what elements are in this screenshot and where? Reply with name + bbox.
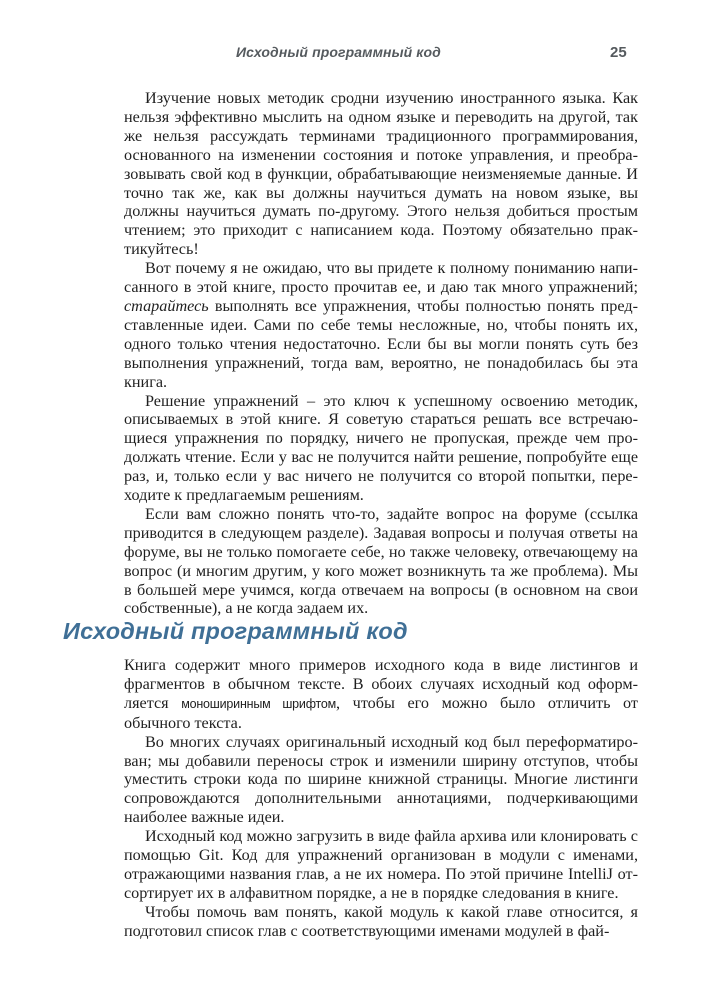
text-run: выполнять все упражнения, чтобы полностью понять представленные идеи. Сами по себе темы несложные, но, чтобы понять их, одного только чтения недостаточно. Если бы вы могли понять суть без выполнения упражнений, тогда вам, вероятно, не понадобилась бы эта книга. (124, 296, 638, 391)
text-run: , чтобы его можно было отличить от обычного текста. (124, 693, 638, 732)
paragraph (124, 259, 638, 391)
running-header (0, 44, 702, 68)
emphasis: старайтесь (124, 296, 209, 315)
text-run: Книга содержит много примеров исходного кода в виде листингов и фрагментов в обычном тексте. В обоих случаях исходный код оформляется (124, 656, 638, 712)
text-run: Вот почему я не ожидаю, что вы придете к полному пониманию написанного в этой книге, просто прочитав ее, и даю так много упражнений; (124, 259, 638, 297)
section-heading: Исходный программный код (63, 618, 408, 644)
paragraph (124, 656, 638, 733)
section-text (124, 656, 638, 941)
paragraph: Во многих случаях оригинальный исходный код был переформатирован; мы добавили переносы строк и изменили ширину отступов, чтобы уместить строки кода по ширине книжной страницы. Многие листинги сопровождаются дополнительными аннотациями, подчеркивающими наиболее важные идеи. (124, 732, 638, 827)
paragraph: Решение упражнений – это ключ к успешному освоению методик, описываемых в этой книге. Я советую стараться решать все встречающиеся упражнения по порядку, ничего не пропуская, прежде чем продолжать чтение. Если у вас не получится найти решение, попробуйте еще раз, и, только если у вас ничего не получится со второй попытки, переходите к предлагаемым решениям. (124, 391, 638, 505)
page-number: 25 (610, 44, 627, 61)
paragraph: Если вам сложно понять что-то, задайте вопрос на форуме (ссылка приводится в следующем разделе). Задавая вопросы и получая ответы на форуме, вы не только помогаете себе, но также человеку, отвечающему на вопрос (и многим другим, у кого может возникнуть та же проблема). Мы в большей мере учимся, когда отвечаем на вопросы (в основном на свои собственные), а не когда задаем их. (124, 504, 638, 618)
running-title: Исходный программный код (236, 44, 441, 60)
paragraph: Изучение новых методик сродни изучению иностранного языка. Как нельзя эффективно мыслить на одном языке и переводить на другой, так же нельзя рассуждать терминами традиционного программирования, основанного на изменении состояния и потоке управления, и преобразовывать свой код в функции, обрабатывающие неизменяемые данные. И точно так же, как вы должны научиться думать на новом языке, вы должны научиться думать по-другому. Этого нельзя добиться простым чтением; это приходит с написанием кода. Поэтому обязательно практикуйтесь! (124, 89, 638, 259)
monospace-sample: моноширинным шрифтом (181, 696, 337, 711)
paragraph: Исходный код можно загрузить в виде файла архива или клонировать с помощью Git. Код для упражнений организован в модули с именами, отражающими названия глав, а не их номера. По этой причине IntelliJ отсортирует их в алфавитном порядке, а не в порядке следования в книге. (124, 827, 638, 902)
paragraph: Чтобы помочь вам понять, какой модуль к какой главе относится, я подготовил список глав с соответствующими именами модулей в фай- (124, 902, 638, 940)
intro-text (124, 89, 638, 618)
